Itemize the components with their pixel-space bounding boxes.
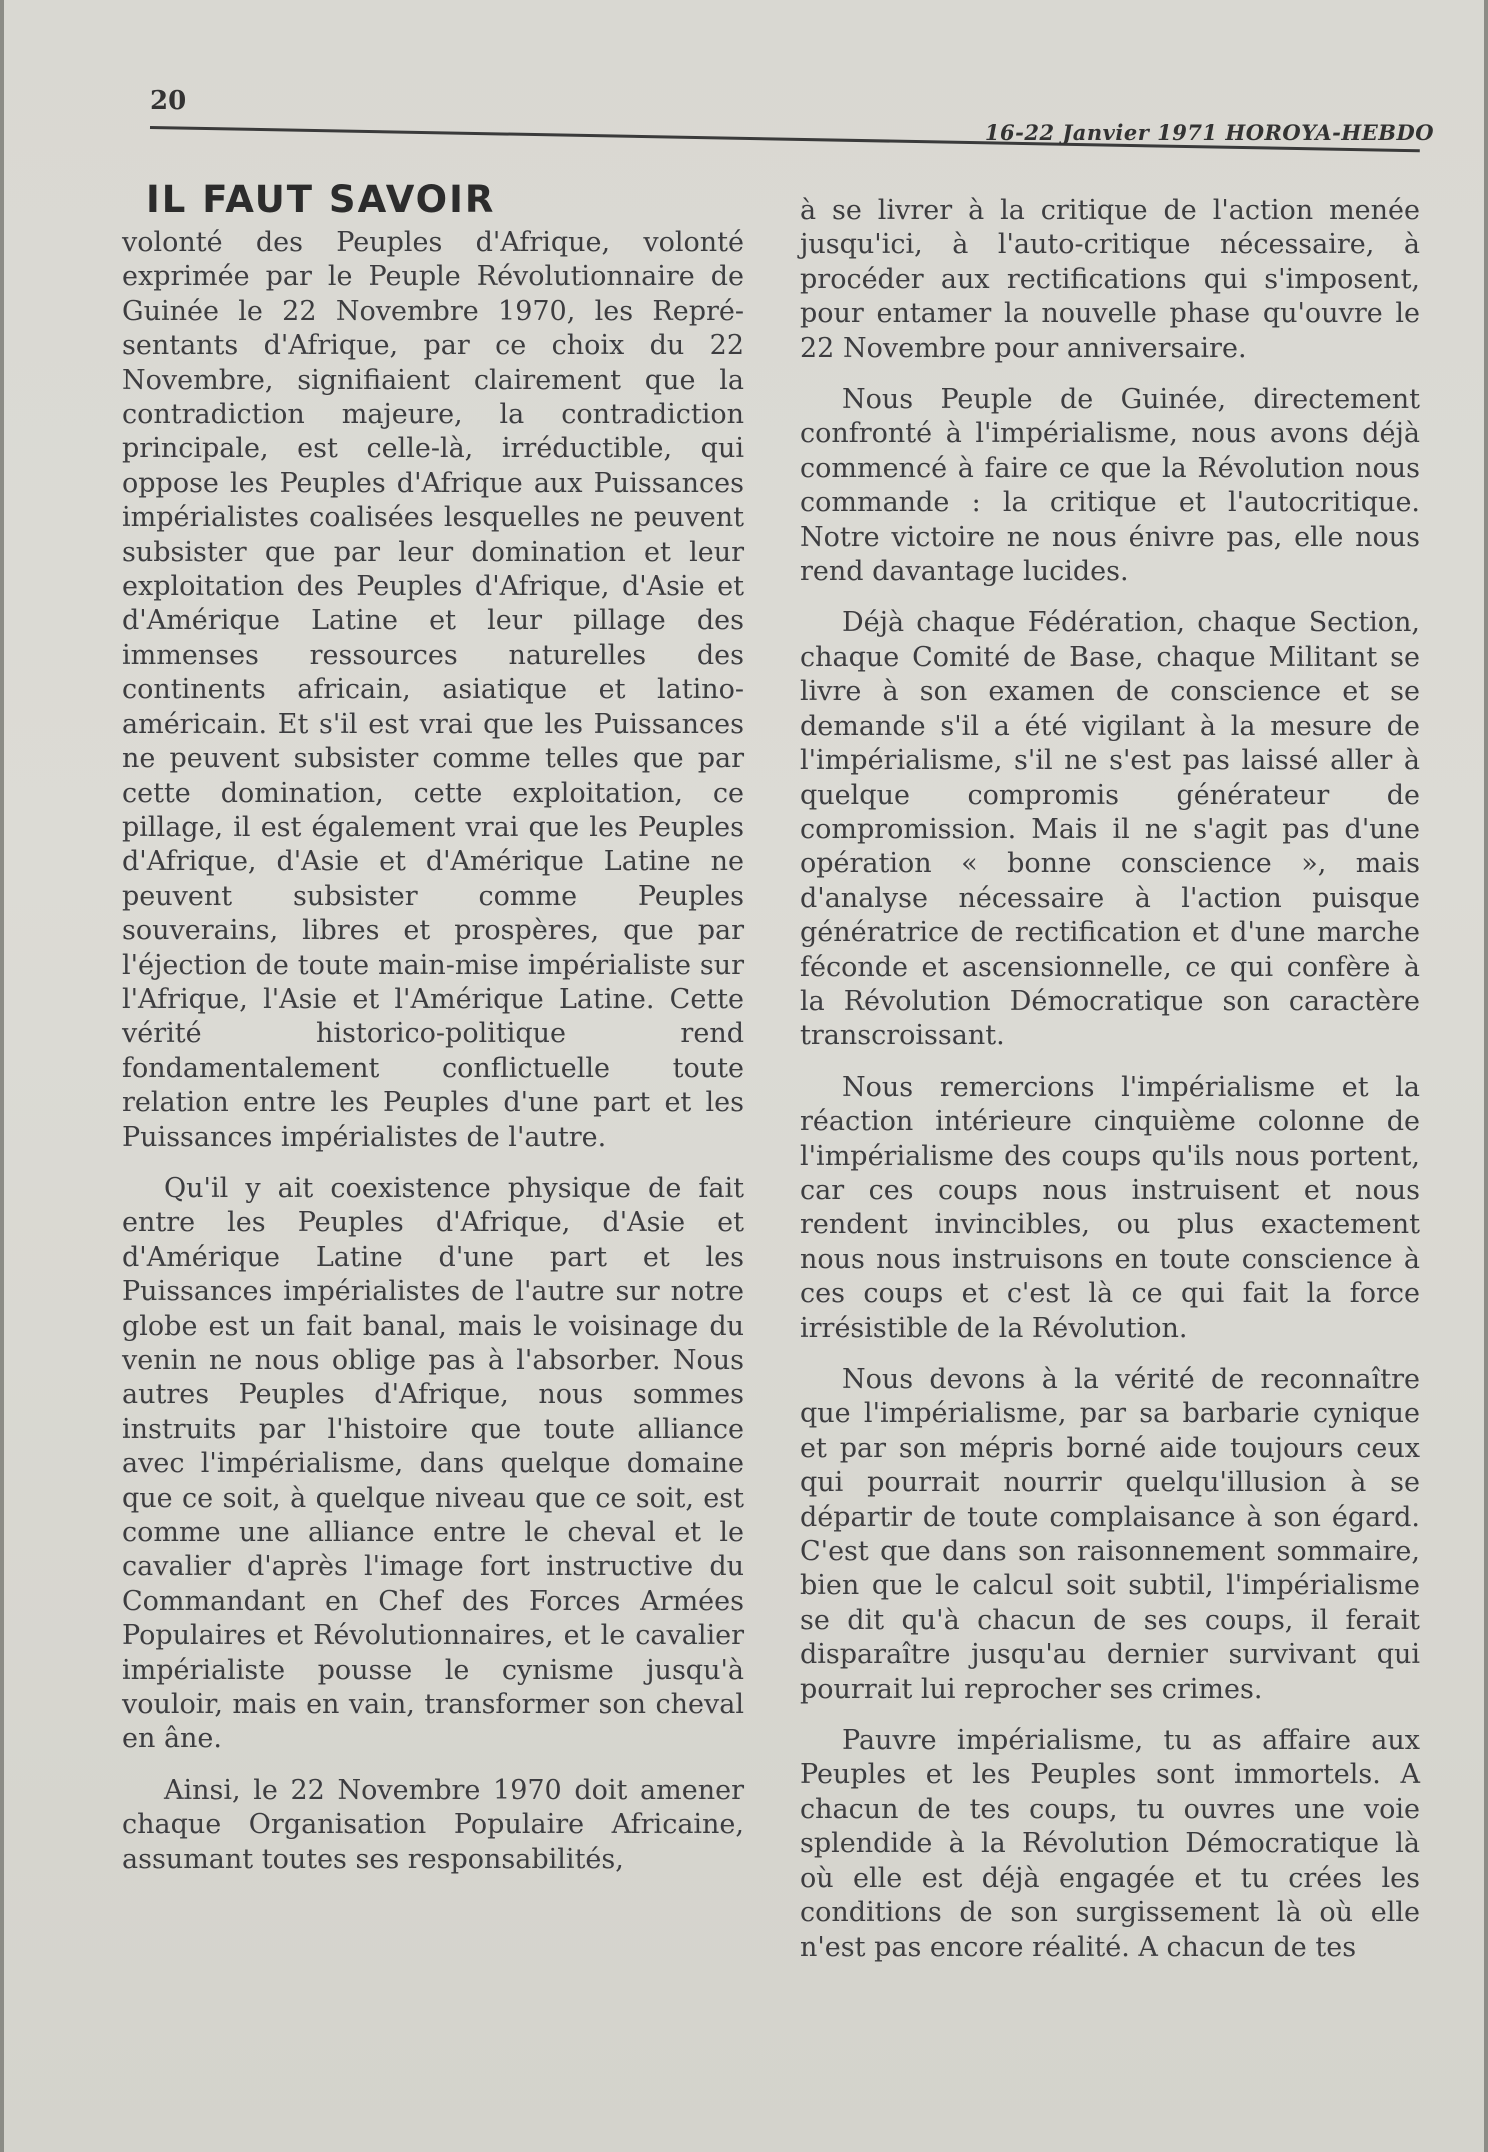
newspaper-page xyxy=(4,0,1484,2152)
page-header xyxy=(144,86,1434,156)
paragraph: Nous devons à la vérité de reconnaître que l'impérialisme, par sa barbarie cynique et par son mépris borné aide toujours ceux qui pourrait nourrir quelqu'illusion à se départir de toute complaisance à son égard. C'est que dans son raisonnement sommaire, bien que le calcul soit subtil, l'impérialisme se dit qu'à chacun de ses coups, il ferait disparaître jusqu'au dernier survivant qui pourrait lui reprocher ses crimes. xyxy=(800,1364,1420,1705)
paragraph: Déjà chaque Fédération, chaque Section, chaque Comité de Base, chaque Militant se livre à son examen de conscience et se demande s'il a été vigilant à la mesure de l'impérialisme, s'il ne s'est pas laissé aller à quelque compromis générateur de compromission. Mais il ne s'agit pas d'une opération « bonne conscience », mais d'analyse nécessaire à l'action puisque génératrice de rectification et d'une marche féconde et ascensionnelle, ce qui confère à la Révolution Démocratique son caractère transcroissant. xyxy=(800,607,1420,1052)
paragraph: volonté des Peuples d'Afrique, volonté exprimée par le Peuple Révolutionnaire de Guinée le 22 Novembre 1970, les Représentants d'Afrique, par ce choix du 22 Novembre, signifiaient clairement que la contradiction majeure, la contradiction principale, est celle-là, irréductible, qui oppose les Peuples d'Afrique aux Puissances impérialistes coalisées lesquelles ne peuvent subsister que par leur domination et leur exploitation des Peuples d'Afrique, d'Asie et d'Amérique Latine et leur pillage des immenses ressources naturelles des continents africain, asiatique et latino-américain. Et s'il est vrai que les Puissances ne peuvent subsister comme telles que par cette domination, cette exploitation, ce pillage, il est également vrai que les Peuples d'Afrique, d'Asie et d'Amérique Latine ne peuvent subsister comme Peuples souverains, libres et prospères, que par l'éjection de toute main-mise impérialiste sur l'Afrique, l'Asie et l'Amérique Latine. Cette vérité historico-politique rend fondamentalement conflictuelle toute relation entre les Peuples d'une part et les Puissances impérialistes de l'autre. xyxy=(122,227,744,1153)
left-column xyxy=(122,178,744,1894)
paragraph: à se livrer à la critique de l'action menée jusqu'ici, à l'auto-critique nécessaire, à procéder aux rectifications qui s'imposent, pour entamer la nouvelle phase qu'ouvre le 22 Novembre pour anniversaire. xyxy=(800,195,1420,364)
right-column xyxy=(800,194,1420,1982)
paragraph: Ainsi, le 22 Novembre 1970 doit amener chaque Organisation Populaire Africaine, assumant toutes ses responsabilités, xyxy=(122,1774,744,1875)
paragraph: Qu'il y ait coexistence physique de fait entre les Peuples d'Afrique, d'Asie et d'Amérique Latine d'une part et les Puissances impérialistes de l'autre sur notre globe est un fait banal, mais le voisinage du venin ne nous oblige pas à l'absorber. Nous autres Peuples d'Afrique, nous sommes instruits par l'histoire que toute alliance avec l'impérialisme, dans quelque domaine que ce soit, à quelque niveau que ce soit, est comme une alliance entre le cheval et le cavalier d'après l'image fort instructive du Commandant en Chef des Forces Armées Populaires et Révolutionnaires, et le cavalier impérialiste pousse le cynisme jusqu'à vouloir, mais en vain, transformer son cheval en âne. xyxy=(122,1172,744,1755)
paragraph: Pauvre impérialisme, tu as affaire aux Peuples et les Peuples sont immortels. A chacun de tes coups, tu ouvres une voie splendide à la Révolution Démocratique là où elle est déjà engagée et tu crées les conditions de son surgissement là où elle n'est pas encore réalité. A chacun de tes xyxy=(800,1725,1420,1963)
article-title: IL FAUT SAVOIR xyxy=(146,178,496,221)
paragraph: Nous Peuple de Guinée, directement confronté à l'impérialisme, nous avons déjà commencé à faire ce que la Révolution nous commande : la critique et l'autocritique. Notre victoire ne nous énivre pas, elle nous rend davantage lucides. xyxy=(800,384,1420,588)
page-number: 20 xyxy=(150,86,187,116)
issue-date-masthead: 16-22 Janvier 1971 HOROYA-HEBDO xyxy=(984,120,1434,145)
paragraph: Nous remercions l'impérialisme et la réaction intérieure cinquième colonne de l'impérialisme des coups qu'ils nous portent, car ces coups nous instruisent et nous rendent invincibles, ou plus exactement nous nous instruisons en toute conscience à ces coups et c'est là ce qui fait la force irrésistible de la Révolution. xyxy=(800,1071,1420,1344)
